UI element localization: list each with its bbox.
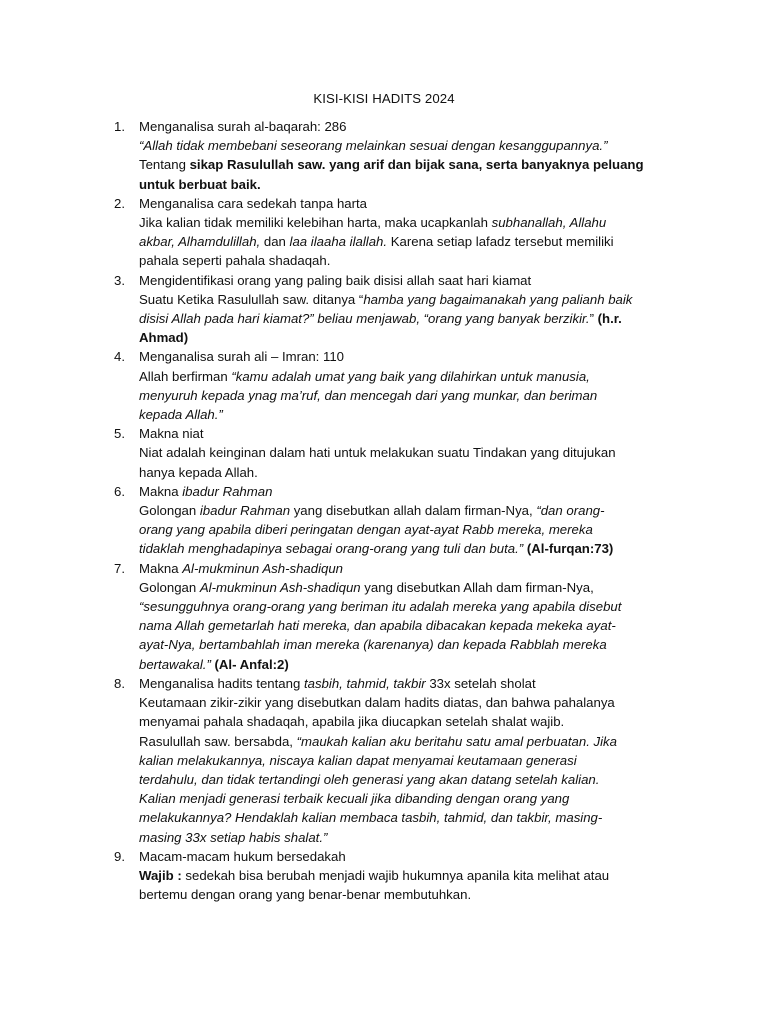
text-run: tidaklah menghadapinya sebagai orang-orang yang tuli dan buta.” (139, 541, 524, 557)
text-run: hanya kepada Allah. (139, 464, 258, 480)
list-item-number: 8. (114, 675, 125, 691)
text-line (139, 520, 668, 539)
text-run: (Al-furqan:73) (526, 541, 614, 557)
list-item-number: 6. (114, 483, 125, 499)
text-run: Rasulullah saw. bersabda, (139, 733, 297, 749)
text-line (139, 616, 668, 635)
text-run: Al-mukminun Ash-shadiqun (182, 560, 344, 576)
text-line (139, 405, 668, 424)
text-line (139, 847, 668, 866)
text-run: menyamai pahala shadaqah, apabila jika diucapkan setelah shalat wajib. (139, 714, 565, 730)
text-run: Jika kalian tidak memiliki kelebihan harta, maka ucapkanlah (139, 215, 492, 231)
text-line (139, 136, 668, 155)
text-run: 33x setelah sholat (425, 675, 536, 691)
text-run: Menganalisa surah al-baqarah: 286 (139, 119, 347, 134)
text-run: Golongan (139, 579, 200, 595)
text-run: ibadur Rahman (182, 483, 273, 499)
text-run: disisi Allah pada hari kiamat?” beliau menjawab, “orang yang banyak berzikir. (139, 311, 590, 327)
text-run: Makna niat (139, 426, 204, 442)
text-run: orang yang apabila diberi peringatan dengan ayat-ayat Rabb mereka, mereka (139, 522, 593, 538)
list-item-number: 9. (114, 848, 125, 864)
text-run: Golongan (139, 503, 200, 519)
text-line (139, 674, 668, 693)
text-line (139, 482, 668, 501)
list-item (0, 847, 768, 905)
list-item (0, 194, 768, 271)
text-run: dan (260, 234, 290, 250)
text-run: Al-mukminun Ash-shadiqun (199, 579, 361, 595)
text-run: kepada Allah.” (139, 407, 223, 423)
text-line (139, 328, 668, 347)
text-run: Suatu Ketika Rasulullah saw. ditanya “ (139, 291, 364, 307)
text-run: akbar, Alhamdulillah, (139, 234, 261, 250)
text-line (139, 232, 668, 251)
text-run: Keutamaan zikir-zikir yang disebutkan dalam hadits diatas, dan bahwa pahalanya (139, 695, 615, 711)
text-run: Menganalisa cara sedekah tanpa harta (139, 195, 368, 211)
text-run: melakukannya? Hendaklah kalian membaca tasbih, tahmid, dan takbir, masing- (139, 810, 603, 826)
list-item (0, 271, 768, 348)
text-line (139, 309, 668, 328)
text-run: sedekah bisa berubah menjadi wajib hukumnya apanila kita melihat atau (181, 867, 610, 883)
text-run: Makna (139, 483, 183, 499)
list-item (0, 482, 768, 559)
text-run: tasbih, tahmid, takbir (303, 675, 426, 691)
text-run: yang disebutkan allah dalam firman-Nya, (290, 503, 537, 519)
text-line (139, 539, 668, 558)
text-line (139, 828, 668, 847)
text-run: bertawakal.” (139, 656, 211, 672)
text-run: “kamu adalah umat yang baik yang dilahirkan untuk manusia, (231, 368, 590, 384)
text-line (139, 712, 668, 731)
text-line (139, 655, 668, 674)
text-run: subhanallah, Allahu (491, 215, 607, 231)
list-item (0, 117, 768, 194)
list-item-number: 4. (114, 349, 125, 365)
text-run: terdahulu, dan tidak tertandingi oleh generasi yang akan datang setelah kalian. (139, 771, 600, 787)
list-item-number: 5. (114, 426, 125, 442)
text-line (139, 251, 668, 270)
text-run: Menganalisa surah ali – Imran: 110 (139, 349, 345, 365)
text-run: Karena setiap lafadz tersebut memiliki (387, 234, 614, 250)
text-run: pahala seperti pahala shadaqah. (139, 253, 331, 269)
text-run: “maukah kalian aku beritahu satu amal perbuatan. Jika (296, 733, 617, 749)
text-line (139, 635, 668, 654)
text-line (139, 271, 668, 290)
list-item (0, 559, 768, 674)
text-line (139, 885, 668, 904)
text-run: kalian melakukannya, niscaya kalian dapat menyamai keutamaan generasi (139, 752, 577, 768)
text-run: Allah berfirman (139, 368, 232, 384)
text-line (139, 117, 668, 136)
text-line (139, 175, 668, 194)
text-run: Ahmad) (139, 330, 189, 346)
text-run: yang disebutkan Allah dam firman-Nya, (360, 579, 594, 595)
text-run: sikap Rasulullah saw. yang arif dan bijak sana, serta banyaknya peluang (189, 157, 644, 173)
text-run: Mengidentifikasi orang yang paling baik disisi allah saat hari kiamat (139, 272, 532, 288)
text-run: Kalian menjadi generasi terbaik kecuali jika dibanding dengan orang yang (139, 791, 570, 807)
text-line (139, 559, 668, 578)
text-line (139, 751, 668, 770)
text-line (139, 443, 668, 462)
list-item-number: 2. (114, 195, 125, 211)
text-run: “Allah tidak membebani seseorang melainkan sesuai dengan kesanggupannya.” (139, 138, 608, 154)
text-line (139, 155, 668, 174)
list-item (0, 674, 768, 847)
text-line (139, 770, 668, 789)
document-title: KISI-KISI HADITS 2024 (313, 91, 455, 106)
text-line (139, 808, 668, 827)
text-line (139, 290, 668, 309)
text-line (139, 866, 668, 885)
text-run: (Al- Anfal:2) (214, 656, 289, 672)
text-run: masing 33x setiap habis shalat.” (139, 829, 328, 845)
text-run: laa ilaaha ilallah. (289, 234, 388, 250)
list-item-number: 3. (114, 272, 125, 288)
list-item (0, 347, 768, 424)
text-line (139, 386, 668, 405)
list-item-number: 1. (114, 119, 125, 134)
text-line (139, 347, 668, 366)
text-line (139, 789, 668, 808)
text-line (139, 367, 668, 386)
text-line (139, 578, 668, 597)
text-run: hamba yang bagaimanakah yang palianh baik (363, 291, 633, 307)
text-run: “dan orang- (536, 503, 605, 519)
numbered-list (0, 117, 768, 904)
text-run: ” (589, 311, 598, 327)
text-line (139, 213, 668, 232)
text-run: Macam-macam hukum bersedakah (139, 848, 346, 864)
text-run: ayat-Nya, bertambahlah iman mereka (karenanya) dan kepada Rabblah mereka (139, 637, 607, 653)
text-run: nama Allah gemetarlah hati mereka, dan apabila dibacakan kepada mekeka ayat- (139, 618, 616, 634)
list-item-number: 7. (114, 560, 125, 576)
text-run: Tentang (139, 157, 190, 173)
text-run: Wajib : (139, 867, 182, 883)
text-run: bertemu dengan orang yang benar-benar membutuhkan. (139, 887, 472, 903)
text-run: Menganalisa hadits tentang (139, 675, 304, 691)
text-run: untuk berbuat baik. (139, 176, 261, 192)
text-line (139, 463, 668, 482)
text-line (139, 597, 668, 616)
text-run: Makna (139, 560, 183, 576)
text-run: “sesungguhnya orang-orang yang beriman itu adalah mereka yang apabila disebut (139, 599, 622, 615)
text-line (139, 194, 668, 213)
text-run: Niat adalah keinginan dalam hati untuk melakukan suatu Tindakan yang ditujukan (139, 445, 616, 461)
text-line (139, 732, 668, 751)
text-run: ibadur Rahman (199, 503, 291, 519)
list-item (0, 424, 768, 482)
text-run: menyuruh kepada ynag ma’ruf, dan mencegah dari yang munkar, dan beriman (139, 387, 598, 403)
text-run: (h.r. (597, 311, 622, 327)
text-line (139, 424, 668, 443)
text-line (139, 501, 668, 520)
text-line (139, 693, 668, 712)
